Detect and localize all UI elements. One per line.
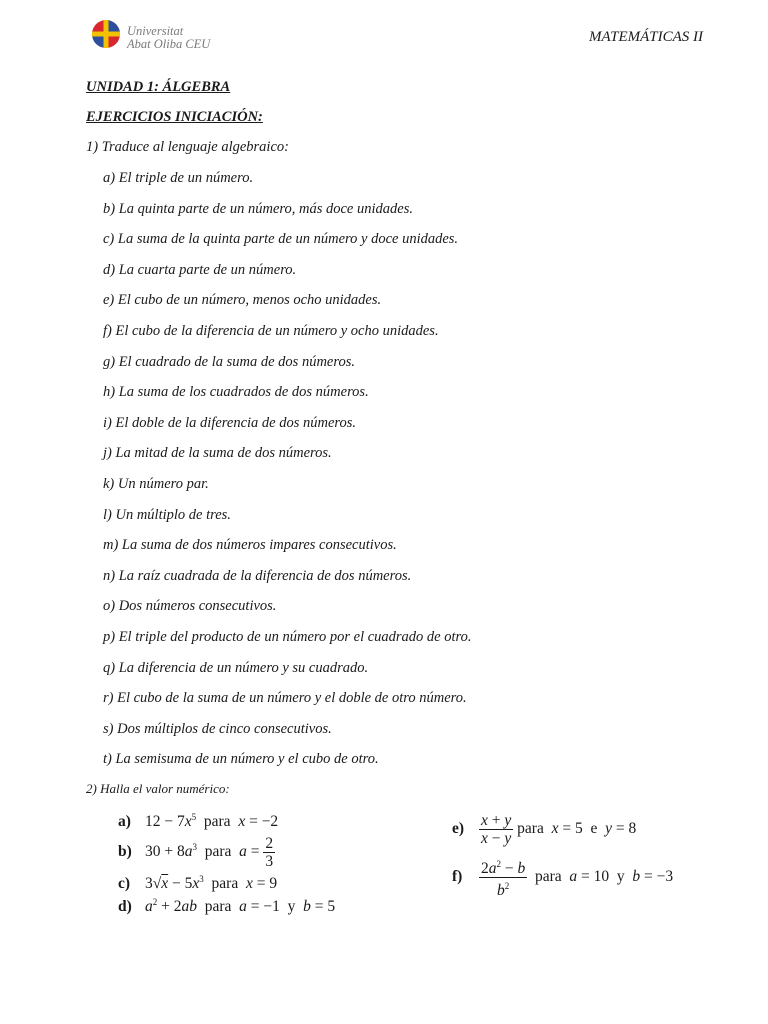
list-item: c) La suma de la quinta parte de un número y doce unidades. bbox=[103, 231, 459, 248]
university-name-line2: Abat Oliba CEU bbox=[127, 37, 211, 51]
list-item: b) La quinta parte de un número, más doce unidades. bbox=[103, 200, 413, 217]
expression-label-d: d) bbox=[118, 898, 132, 916]
para-word: para bbox=[211, 875, 239, 893]
course-title: MATEMÁTICAS II bbox=[589, 29, 704, 45]
y-word: y bbox=[287, 898, 296, 916]
university-logo bbox=[90, 18, 130, 50]
expression-f: f) $\frac{2a^2 - b}{b^2}$ para a = 10 y b = −3 bbox=[452, 856, 673, 899]
para-word: para bbox=[535, 868, 562, 886]
expression-a: a) $12 - 7x^5$ para x = −2 bbox=[118, 812, 279, 831]
y-word: y bbox=[616, 868, 625, 886]
para-word: para bbox=[204, 898, 232, 916]
list-item: h) La suma de los cuadrados de dos números. bbox=[103, 384, 369, 401]
para-word: para bbox=[203, 813, 231, 831]
expression-label-c: c) bbox=[118, 875, 131, 893]
list-item: q) La diferencia de un número y su cuadrado. bbox=[103, 659, 369, 676]
section-title: EJERCICIOS INICIACIÓN: bbox=[86, 109, 263, 125]
university-name bbox=[127, 25, 210, 51]
list-item: e) El cubo de un número, menos ocho unidades. bbox=[103, 292, 382, 309]
fraction: $\frac{x + y}{x - y}$ bbox=[481, 812, 512, 847]
expression-c: c) $3√x - 5x^3$ para x = 9 bbox=[118, 874, 278, 893]
para-word: para bbox=[204, 843, 232, 861]
expression-b: b) $30 + 8a^3$ para a = $\frac{2}{3}$ bbox=[118, 835, 274, 870]
unit-title: UNIDAD 1: ÁLGEBRA bbox=[86, 79, 231, 95]
list-item: i) El doble de la diferencia de dos números. bbox=[103, 414, 357, 431]
expression-label-a: a) bbox=[118, 813, 131, 831]
fraction: $\frac{2}{3}$ bbox=[265, 835, 274, 870]
university-name-line1: Universitat bbox=[127, 24, 184, 38]
expression-label-b: b) bbox=[118, 843, 132, 861]
list-item: o) Dos números consecutivos. bbox=[103, 598, 277, 615]
e-word: e bbox=[590, 820, 598, 838]
list-item: k) Un número par. bbox=[103, 475, 209, 492]
expression-label-e: e) bbox=[452, 820, 465, 838]
fraction: $\frac{2a^2 - b}{b^2}$ bbox=[479, 856, 527, 899]
exercise-2-prompt: 2) Halla el valor numérico: bbox=[86, 781, 230, 796]
list-item: p) El triple del producto de un número por el cuadrado de otro. bbox=[103, 628, 472, 645]
list-item: l) Un múltiplo de tres. bbox=[103, 506, 231, 523]
list-item: d) La cuarta parte de un número. bbox=[103, 261, 297, 278]
list-item: g) El cuadrado de la suma de dos números. bbox=[103, 353, 355, 370]
list-item: m) La suma de dos números impares consecutivos. bbox=[103, 537, 397, 554]
exercise-1-list bbox=[103, 170, 472, 782]
list-item: r) El cubo de la suma de un número y el doble de otro número. bbox=[103, 690, 467, 707]
list-item: t) La semisuma de un número y el cubo de otro. bbox=[103, 751, 379, 768]
para-word: para bbox=[517, 820, 544, 838]
list-item: f) El cubo de la diferencia de un número y ocho unidades. bbox=[103, 322, 439, 339]
expression-e: e) $\frac{x + y}{x - y}$ para x = 5 e y = 8 bbox=[452, 812, 637, 847]
expression-label-f: f) bbox=[452, 868, 463, 886]
list-item: a) El triple de un número. bbox=[103, 170, 254, 186]
expression-d: d) $a^2 + 2ab$ para a = −1 y b = 5 bbox=[118, 897, 336, 916]
list-item: s) Dos múltiplos de cinco consecutivos. bbox=[103, 720, 332, 737]
list-item: n) La raíz cuadrada de la diferencia de dos números. bbox=[103, 567, 412, 584]
exercise-1-prompt: 1) Traduce al lenguaje algebraico: bbox=[86, 139, 289, 155]
list-item: j) La mitad de la suma de dos números. bbox=[103, 445, 332, 462]
